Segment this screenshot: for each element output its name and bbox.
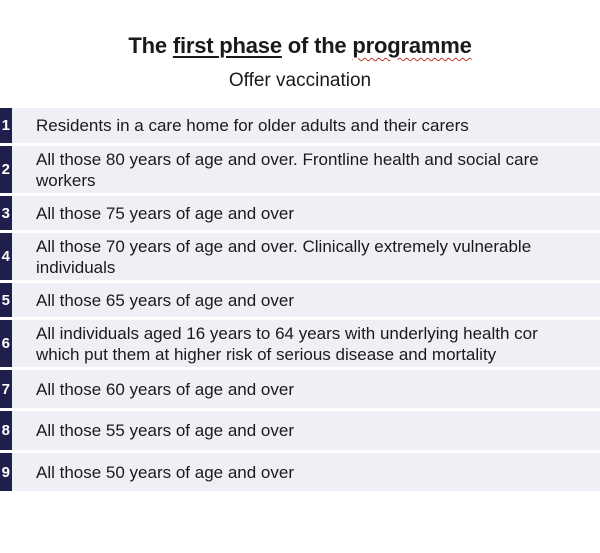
title-part-1: The [128,33,173,58]
row-number: 5 [0,283,12,317]
table-row [0,283,600,320]
table-row [0,146,600,196]
row-number: 2 [0,146,12,193]
row-number: 3 [0,196,12,230]
row-number: 7 [0,370,12,408]
table-row [0,196,600,233]
priority-table [0,108,600,494]
row-number: 4 [0,233,12,280]
title-underlined-first-phase: first phase [172,33,282,58]
row-text [36,146,600,193]
page-title [0,33,600,59]
title-part-2: of the [281,33,353,58]
row-text-line-1: All those 50 years of age and over [36,462,294,482]
row-text-line-2: which put them at higher risk of serious disease and mortality [36,344,497,364]
row-number: 1 [0,108,12,143]
row-text-line-2: workers [36,170,96,190]
table-row [0,233,600,283]
table-row [0,320,600,370]
row-text [36,283,600,317]
row-text [36,196,600,230]
row-number: 8 [0,411,12,450]
row-text-line-1: All those 55 years of age and over [36,421,294,440]
table-row [0,453,600,494]
row-text [36,411,600,450]
row-number: 6 [0,320,12,367]
row-text [36,370,600,408]
title-underlined-programme: programme [352,33,472,58]
page-subtitle: Offer vaccination [228,70,372,91]
row-text-line-1: All those 60 years of age and over [36,379,294,399]
row-text-line-1: All individuals aged 16 years to 64 years with underlying health cor [36,323,538,343]
table-row [0,411,600,453]
row-text [36,108,600,143]
table-row [0,108,600,146]
row-text [36,453,600,491]
row-text-line-1: All those 70 years of age and over. Clinically extremely vulnerable [36,236,532,256]
row-text [36,320,600,367]
row-number: 9 [0,453,12,491]
row-text-line-1: All those 80 years of age and over. Frontline health and social care [36,149,539,169]
row-text [36,233,600,280]
row-text-line-1: All those 75 years of age and over [36,203,294,223]
table-row [0,370,600,411]
row-text-line-1: All those 65 years of age and over [36,290,294,310]
row-text-line-2: individuals [36,257,116,277]
row-text-line-1: Residents in a care home for older adults and their carers [36,116,469,135]
